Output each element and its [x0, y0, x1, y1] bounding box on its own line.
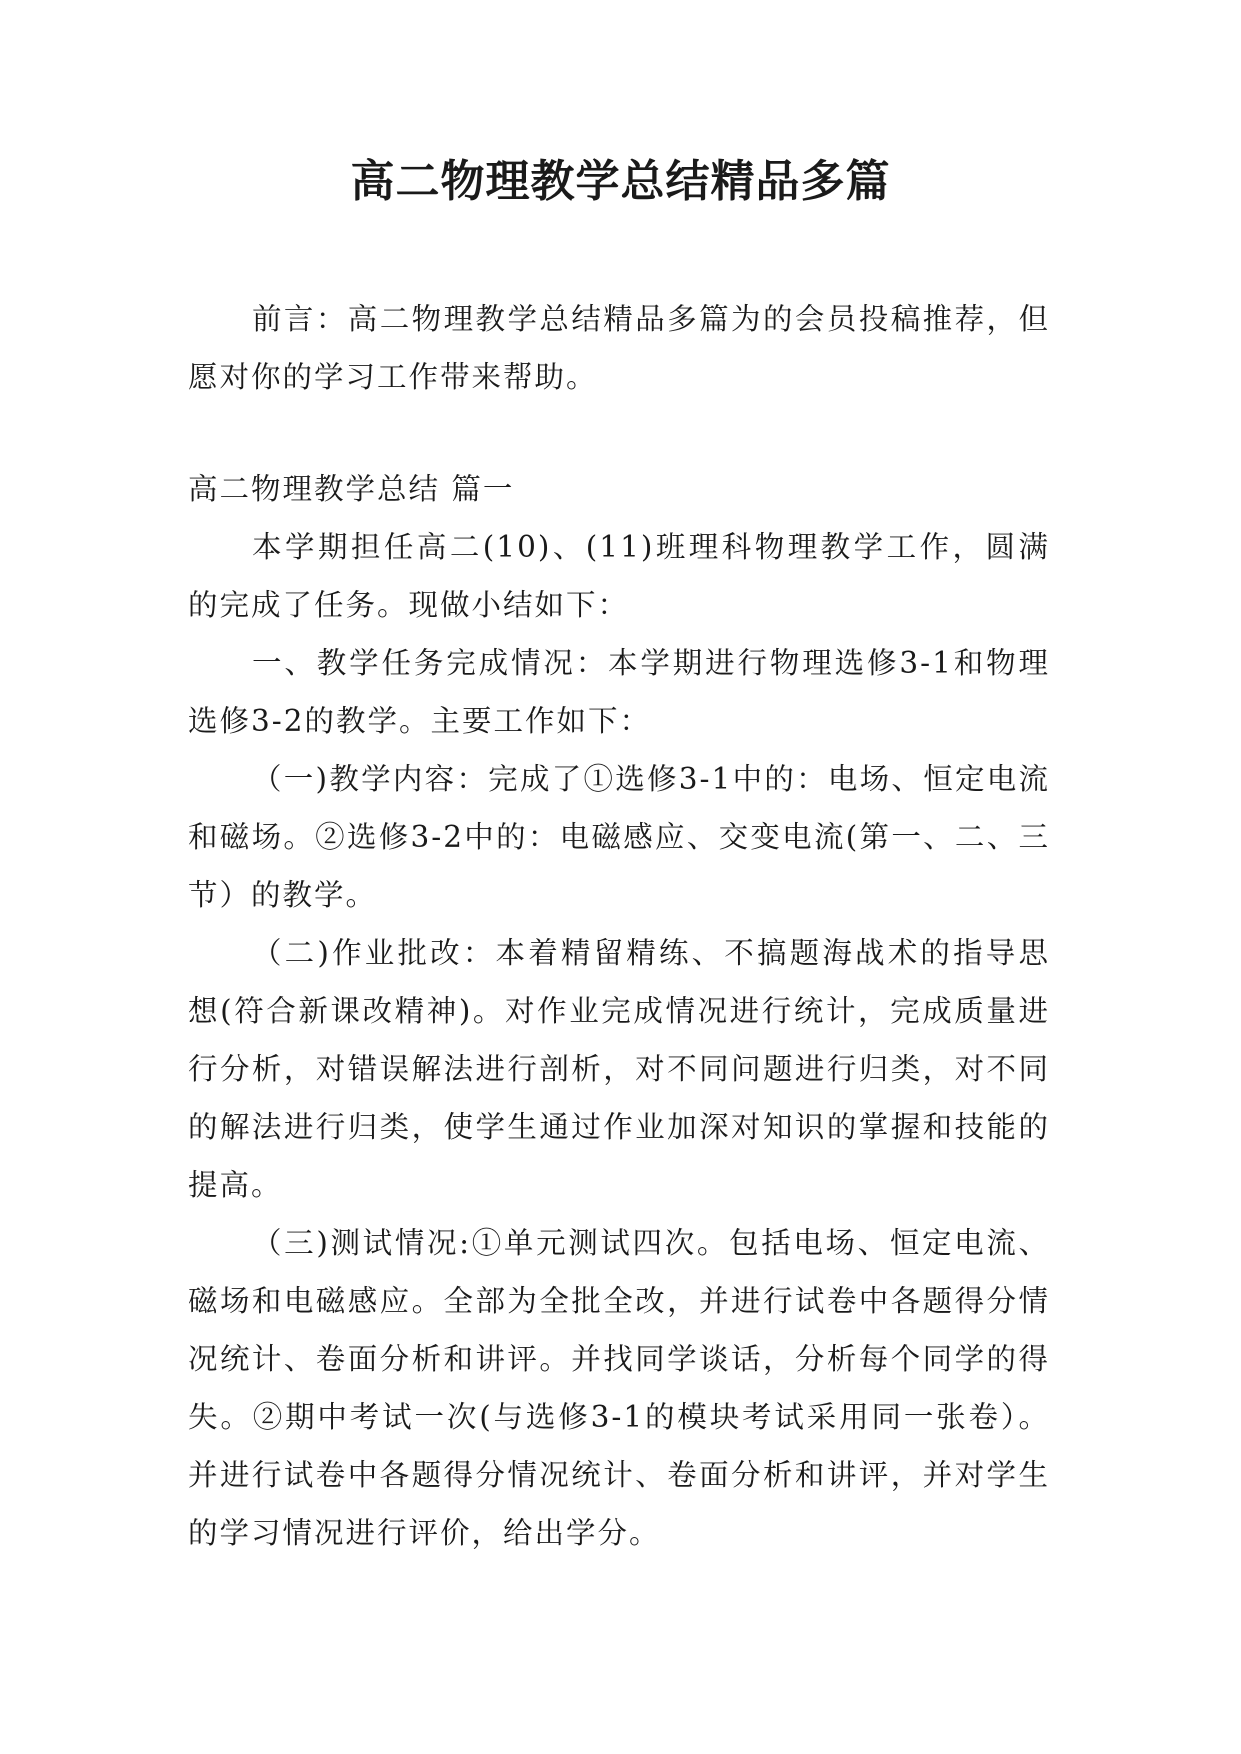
intro-paragraph: 本学期担任高二(10)、(11)班理科物理教学工作，圆满的完成了任务。现做小结如下： — [188, 530, 1050, 622]
preface-paragraph: 前言：高二物理教学总结精品多篇为的会员投稿推荐，但愿对你的学习工作带来帮助。 — [188, 302, 1050, 394]
testing-paragraph: （三)测试情况:①单元测试四次。包括电场、恒定电流、磁场和电磁感应。全部为全批全改，并进行试卷中各题得分情况统计、卷面分析和讲评。并找同学谈话，分析每个同学的得失。②期中考试一次(与选修3-1的模块考试采用同一张卷）。并进行试卷中各题得分情况统计、卷面分析和讲评，并对学生的学习情况进行评价，给出学分。 — [188, 1226, 1050, 1550]
section-heading: 高二物理教学总结 篇一 — [188, 472, 515, 506]
teaching-content-paragraph: （一)教学内容：完成了①选修3-1中的：电场、恒定电流和磁场。②选修3-2中的：电磁感应、交变电流(第一、二、三节）的教学。 — [188, 762, 1050, 912]
homework-correction-paragraph: （二)作业批改：本着精留精练、不搞题海战术的指导思想(符合新课改精神)。对作业完成情况进行统计，完成质量进行分析，对错误解法进行剖析，对不同问题进行归类，对不同的解法进行归类，使学生通过作业加深对知识的掌握和技能的提高。 — [188, 936, 1050, 1202]
task-completion-paragraph: 一、教学任务完成情况：本学期进行物理选修3-1和物理选修3-2的教学。主要工作如下： — [188, 646, 1050, 738]
document-title: 高二物理教学总结精品多篇 — [350, 156, 891, 207]
